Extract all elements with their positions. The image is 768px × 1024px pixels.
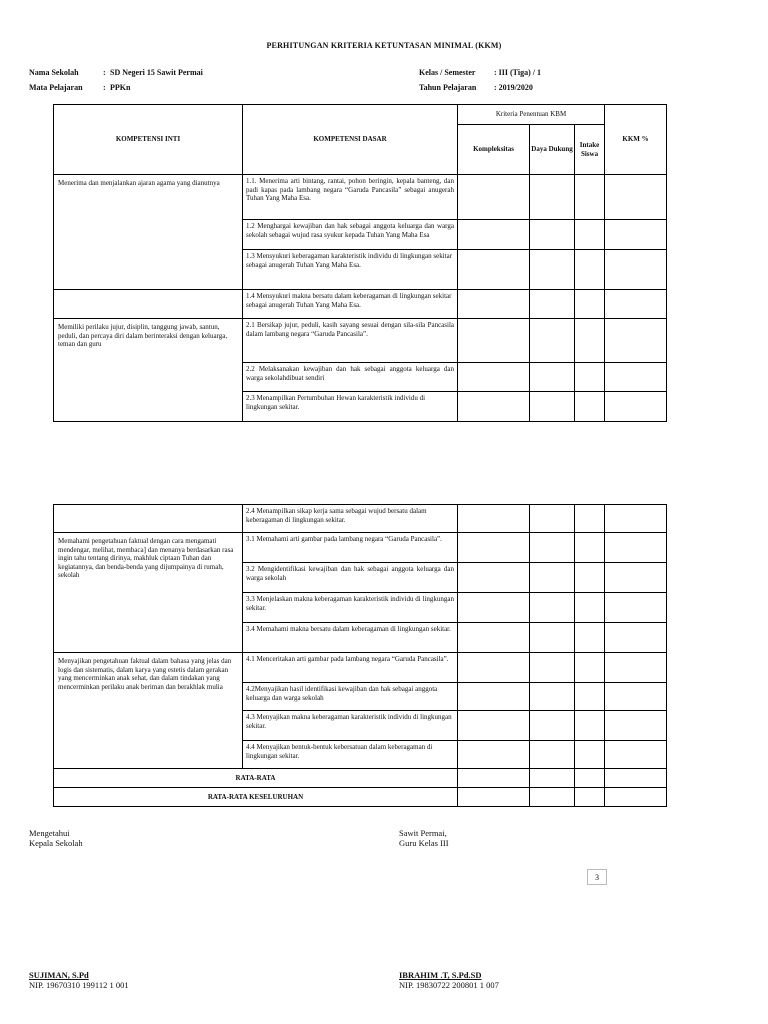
score-cell[interactable] (575, 175, 605, 220)
school-colon: : (103, 68, 106, 77)
kd-1-1: 1.1. Menerima arti bintang, rantai, pohon beringin, kepala banteng, dan padi kapas pada lambang negara “Garuda Pancasila” sebagai anugerah Tuhan Yang Maha Esa. (243, 175, 458, 220)
score-cell[interactable] (458, 769, 530, 788)
score-cell[interactable] (575, 319, 605, 363)
ki-1-cell (54, 175, 243, 290)
score-cell[interactable] (605, 533, 667, 563)
score-cell[interactable] (530, 533, 575, 563)
page-title: PERHITUNGAN KRITERIA KETUNTASAN MINIMAL (KKM) (266, 41, 502, 50)
score-cell[interactable] (605, 769, 667, 788)
signature-right-block (399, 970, 499, 990)
score-cell[interactable] (605, 593, 667, 623)
teacher-name: IBRAHIM .T, S.Pd.SD (399, 970, 482, 980)
score-cell[interactable] (458, 533, 530, 563)
ki-4-text: Menyajikan pengetahuan faktual dalam bahasa yang jelas dan logis dan sistematis, dalam karya yang estetis dalam gerakan yang mencerminkan anak sehat, dan dalam tindakan yang mencerminkan perilaku anak beriman dan berakhlak mulia (58, 657, 232, 691)
score-cell[interactable] (530, 623, 575, 653)
empty-ki-cell (54, 290, 243, 319)
score-cell[interactable] (605, 653, 667, 683)
year-value: : 2019/2020 (494, 83, 533, 92)
class-label: Kelas / Semester (419, 68, 476, 77)
score-cell[interactable] (530, 593, 575, 623)
kd-2-4: 2.4 Menampilkan sikap kerja sama sebagai wujud bersatu dalam keberagaman di lingkungan sekitar. (243, 505, 458, 533)
score-cell[interactable] (575, 250, 605, 290)
score-cell[interactable] (605, 623, 667, 653)
score-cell[interactable] (605, 683, 667, 711)
score-cell[interactable] (575, 533, 605, 563)
score-cell[interactable] (458, 290, 530, 319)
score-cell[interactable] (575, 363, 605, 392)
score-cell[interactable] (605, 788, 667, 807)
rata-rata-label: RATA-RATA (54, 769, 458, 788)
score-cell[interactable] (605, 392, 667, 422)
score-cell[interactable] (605, 505, 667, 533)
header-intake: Intake Siswa (575, 125, 605, 175)
score-cell[interactable] (575, 563, 605, 593)
kd-1-2: 1.2 Menghargai kewajiban dan hak sebagai anggota keluarga dan warga sekolah sebagai wujud rasa syukur kepada Tuhan Yang Maha Esa (243, 220, 458, 250)
score-cell[interactable] (605, 363, 667, 392)
score-cell[interactable] (530, 250, 575, 290)
score-cell[interactable] (458, 505, 530, 533)
ki-3-cell (54, 533, 243, 653)
page-number: 3 (587, 869, 607, 885)
score-cell[interactable] (530, 175, 575, 220)
score-cell[interactable] (530, 653, 575, 683)
kkm-table-page-2 (53, 504, 667, 807)
class-value: : III (Tiga) / 1 (494, 68, 541, 77)
kd-2-2: 2.2 Melaksanakan kewajiban dan hak sebagai anggota keluarga dan warga sekolahdibuat sendiri (243, 363, 458, 392)
header-daya-dukung: Daya Dukung (530, 125, 575, 175)
kd-1-4: 1.4 Mensyukuri makna bersatu dalam keberagaman di lingkungan sekitar sebagai anugerah Tuhan Yang Maha Esa. (243, 290, 458, 319)
signature-right-line1: Sawit Permai, (399, 828, 447, 838)
score-cell[interactable] (530, 683, 575, 711)
score-cell[interactable] (575, 741, 605, 769)
year-label: Tahun Pelajaran (419, 83, 477, 92)
score-cell[interactable] (458, 788, 530, 807)
score-cell[interactable] (575, 653, 605, 683)
signature-right-heading (399, 828, 449, 848)
kd-2-3: 2.3 Menampilkan Pertumbuhan Hewan karakteristik individu di lingkungan sekitar. (243, 392, 458, 422)
score-cell[interactable] (530, 505, 575, 533)
score-cell[interactable] (530, 319, 575, 363)
headmaster-nip: NIP. 19670310 199112 1 001 (29, 980, 129, 990)
score-cell[interactable] (605, 175, 667, 220)
kd-4-1: 4.1 Menceritakan arti gambar pada lambang negara “Garuda Pancasila”. (243, 653, 458, 683)
score-cell[interactable] (458, 683, 530, 711)
score-cell[interactable] (575, 392, 605, 422)
score-cell[interactable] (575, 711, 605, 741)
score-cell[interactable] (530, 741, 575, 769)
score-cell[interactable] (575, 593, 605, 623)
score-cell[interactable] (458, 741, 530, 769)
rata-rata-keseluruhan-label: RATA-RATA KESELURUHAN (54, 788, 458, 807)
header-kd: KOMPETENSI DASAR (243, 105, 458, 175)
kd-2-1: 2.1 Bersikap jujur, peduli, kasih sayang sesuai dengan sila-sila Pancasila dalam lambang negara “Garuda Pancasila”. (243, 319, 458, 363)
ki-3-text: Memahami pengetahuan faktual dengan cara mengamati mendengar, melihat, membaca] dan menanya berdasarkan rasa ingin tahu tentang dirinya, makhluk ciptaan Tuhan dan kegiatannya, dan benda-benda yang dijumpainya di rumah, sekolah (58, 537, 234, 580)
score-cell[interactable] (458, 250, 530, 290)
school-label: Nama Sekolah (29, 68, 79, 77)
headmaster-name: SUJIMAN, S.Pd (29, 970, 89, 980)
signature-left-block (29, 970, 129, 990)
signature-left-line2: Kepala Sekolah (29, 838, 83, 848)
kd-3-2: 3.2 Mengidentifikasi kewajiban dan hak sebagai anggota keluarga dan warga sekolah (243, 563, 458, 593)
score-cell[interactable] (530, 392, 575, 422)
score-cell[interactable] (575, 769, 605, 788)
score-cell[interactable] (575, 683, 605, 711)
score-cell[interactable] (458, 319, 530, 363)
score-cell[interactable] (605, 563, 667, 593)
subject-label: Mata Pelajaran (29, 83, 83, 92)
score-cell[interactable] (605, 741, 667, 769)
kd-4-3: 4.3 Menyajikan makna keberagaman karakteristik individu di lingkungan sekitar. (243, 711, 458, 741)
kd-4-4: 4.4 Menyajikan bentuk-bentuk kebersatuan dalam keberagaman di lingkungan sekitar. (243, 741, 458, 769)
header-kompleksitas: Kompleksitas (458, 125, 530, 175)
score-cell[interactable] (605, 250, 667, 290)
score-cell[interactable] (605, 220, 667, 250)
header-kkm: KKM % (605, 105, 667, 175)
teacher-nip: NIP. 19830722 200801 1 007 (399, 980, 499, 990)
score-cell[interactable] (458, 653, 530, 683)
score-cell[interactable] (458, 392, 530, 422)
score-cell[interactable] (530, 290, 575, 319)
kd-4-2: 4.2Menyajikan hasil identifikasi kewajiban dan hak sebagai anggota keluarga dan warga sekolah (243, 683, 458, 711)
score-cell[interactable] (458, 363, 530, 392)
ki-2-cell (54, 319, 243, 422)
score-cell[interactable] (530, 711, 575, 741)
ki-2-text: Memiliki perilaku jujur, disiplin, tanggung jawab, santun, peduli, dan percaya diri dalam berinteraksi dengan keluarga, teman dan guru (58, 323, 228, 349)
empty-ki-cell (54, 505, 243, 533)
kd-3-3: 3.3 Menjelaskan makna keberagaman karakteristik individu di lingkungan sekitar. (243, 593, 458, 623)
score-cell[interactable] (458, 593, 530, 623)
score-cell[interactable] (458, 711, 530, 741)
kd-3-1: 3.1 Memahami arti gambar pada lambang negara “Garuda Pancasila”. (243, 533, 458, 563)
score-cell[interactable] (530, 220, 575, 250)
score-cell[interactable] (458, 623, 530, 653)
signature-left-line1: Mengetahui (29, 828, 70, 838)
header-ki: KOMPETENSI INTI (54, 105, 243, 175)
score-cell[interactable] (458, 175, 530, 220)
signature-left-heading (29, 828, 83, 848)
score-cell[interactable] (605, 290, 667, 319)
header-kriteria: Kriteria Penentuan KBM (458, 105, 605, 125)
subject-value: PPKn (110, 83, 131, 92)
score-cell[interactable] (605, 711, 667, 741)
score-cell[interactable] (575, 220, 605, 250)
score-cell[interactable] (530, 563, 575, 593)
signature-right-line2: Guru Kelas III (399, 838, 449, 848)
kkm-table-page-1 (53, 104, 667, 422)
subject-colon: : (103, 83, 106, 92)
score-cell[interactable] (575, 623, 605, 653)
score-cell[interactable] (458, 220, 530, 250)
score-cell[interactable] (458, 563, 530, 593)
score-cell[interactable] (605, 319, 667, 363)
ki-4-cell (54, 653, 243, 769)
kd-3-4: 3.4 Memahami makna bersatu dalam keberagaman di lingkungan sekitar. (243, 623, 458, 653)
score-cell[interactable] (575, 290, 605, 319)
score-cell[interactable] (530, 363, 575, 392)
school-value: SD Negeri 15 Sawit Permai (110, 68, 203, 77)
score-cell[interactable] (530, 769, 575, 788)
score-cell[interactable] (575, 788, 605, 807)
ki-1-text: Menerima dan menjalankan ajaran agama yang dianutnya (58, 179, 220, 187)
score-cell[interactable] (575, 505, 605, 533)
score-cell[interactable] (530, 788, 575, 807)
kd-1-3: 1.3 Mensyukuri keberagaman karakteristik individu di lingkungan sekitar sebagai anugerah Tuhan Yang Maha Esa. (243, 250, 458, 290)
